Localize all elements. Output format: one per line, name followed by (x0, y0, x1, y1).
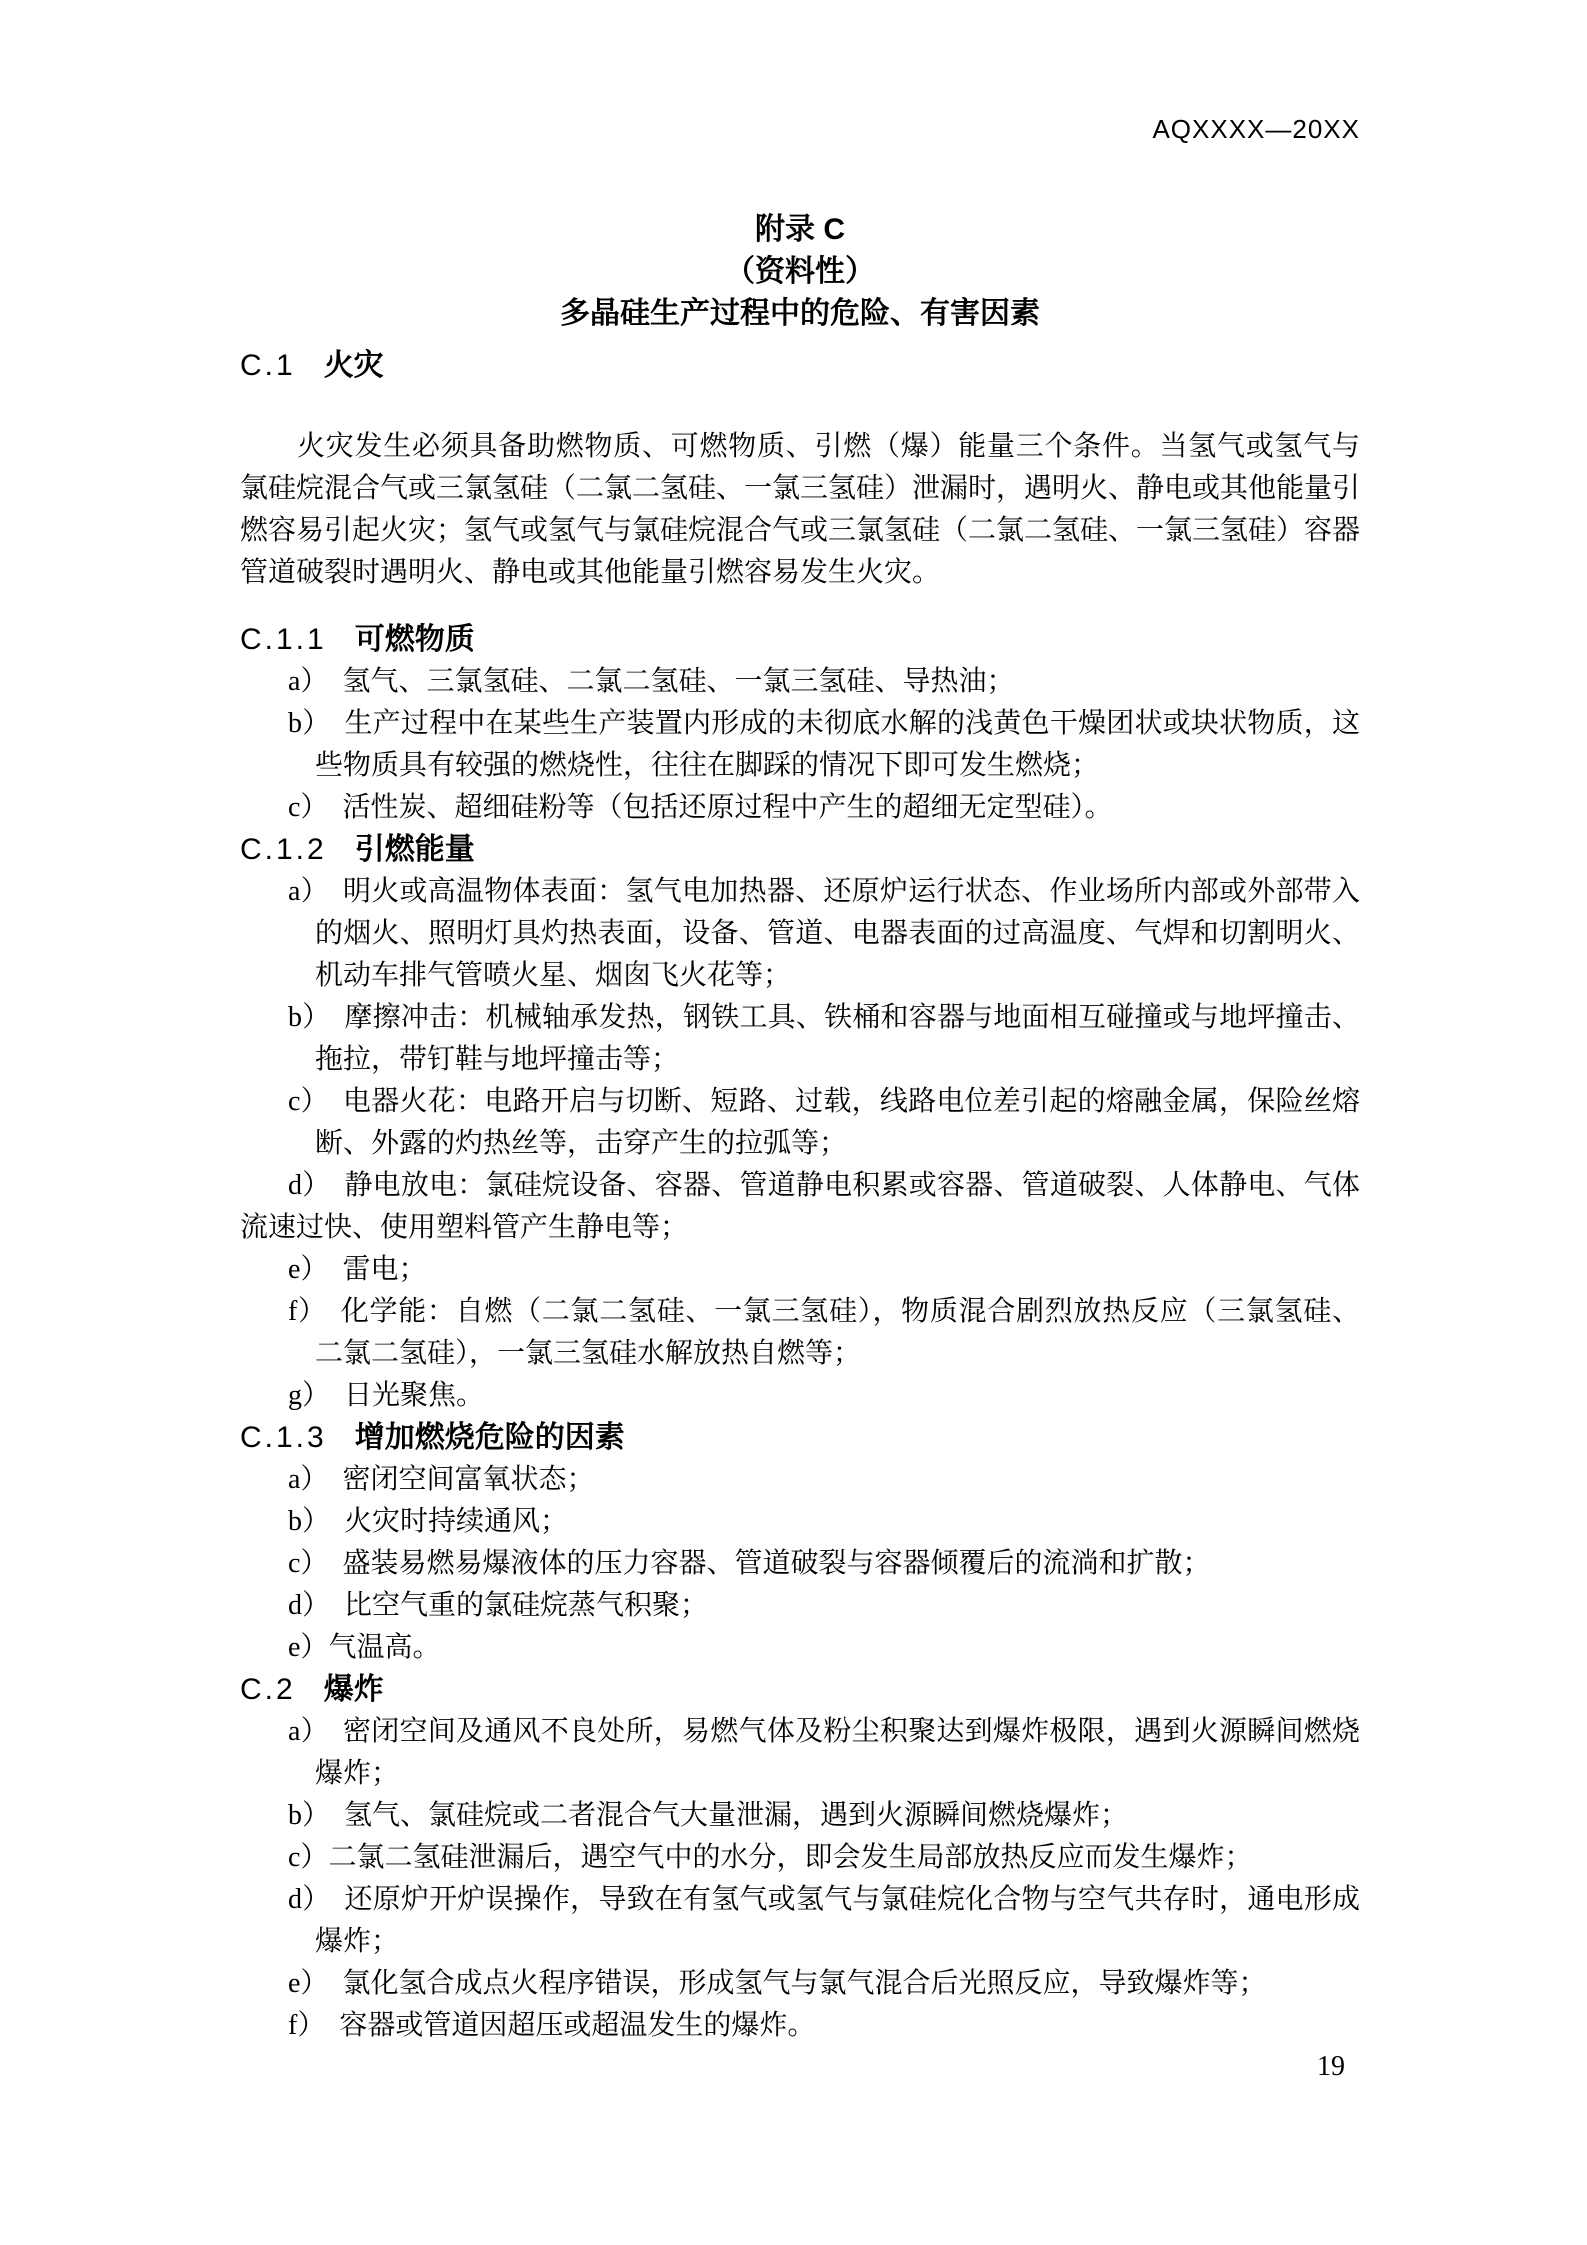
list-item-text: 盛装易燃易爆液体的压力容器、管道破裂与容器倾覆后的流淌和扩散； (342, 1548, 1211, 1579)
list-item-text: 电器火花：电路开启与切断、短路、过载，线路电位差引起的熔融金属，保险丝熔断、外露的灼热丝等，击穿产生的拉弧等； (315, 1086, 1360, 1159)
section-c1-2 (240, 829, 1360, 1417)
section-heading-c1-3 (240, 1417, 1360, 1459)
list-item (240, 1081, 1360, 1165)
standard-code: AQXXXX—20XX (1152, 114, 1360, 144)
list-item-label: b） (288, 708, 331, 739)
list-item-label: a） (288, 1464, 329, 1495)
section-title: 爆炸 (323, 1673, 384, 1706)
list-item-text: 气温高。 (328, 1632, 441, 1663)
section-c1 (240, 345, 1360, 594)
list-item-label: e） (288, 1968, 329, 1999)
list-item (240, 661, 1360, 703)
list-item-label: d） (288, 1170, 331, 1201)
list-item-text: 雷电； (342, 1254, 427, 1285)
section-title: 引燃能量 (354, 833, 475, 866)
section-number: C.2 (240, 1673, 296, 1706)
section-number: C.1 (240, 349, 296, 382)
paragraph: 火灾发生必须具备助燃物质、可燃物质、引燃（爆）能量三个条件。当氢气或氢气与氯硅烷混合气或三氯氢硅（二氯二氢硅、一氯三氢硅）泄漏时，遇明火、静电或其他能量引燃容易引起火灾；氢气或氢气与氯硅烷混合气或三氯氢硅（二氯二氢硅、一氯三氢硅）容器管道破裂时遇明火、静电或其他能量引燃容易发生火灾。 (240, 431, 1361, 588)
section-number: C.1.1 (240, 623, 327, 656)
list-item-text: 活性炭、超细硅粉等（包括还原过程中产生的超细无定型硅）。 (342, 792, 1113, 823)
list-item (240, 1249, 1360, 1291)
list-item-label: e） (288, 1254, 329, 1285)
section-title: 火灾 (323, 349, 384, 382)
section-title: 可燃物质 (354, 623, 475, 656)
list-item-text: 密闭空间及通风不良处所，易燃气体及粉尘积聚达到爆炸极限，遇到火源瞬间燃烧爆炸； (315, 1716, 1360, 1789)
list-item-text: 生产过程中在某些生产装置内形成的未彻底水解的浅黄色干燥团状或块状物质，这些物质具有较强的燃烧性，往往在脚踩的情况下即可发生燃烧； (315, 708, 1360, 781)
appendix-type: （资料性） (725, 255, 875, 288)
list-item-label: c） (288, 1086, 329, 1117)
section-c2 (240, 1669, 1360, 2047)
list-item-text: 氯化氢合成点火程序错误，形成氢气与氯气混合后光照反应，导致爆炸等； (342, 1968, 1267, 1999)
section-c1-3 (240, 1417, 1360, 1669)
section-heading-c2 (240, 1669, 1360, 1711)
list-item (240, 703, 1360, 787)
list-item (240, 1543, 1360, 1585)
list-item-text: 明火或高温物体表面：氢气电加热器、还原炉运行状态、作业场所内部或外部带入的烟火、照明灯具灼热表面，设备、管道、电器表面的过高温度、气焊和切割明火、机动车排气管喷火星、烟囱飞火花等； (315, 876, 1360, 991)
list-item-label: b） (288, 1800, 331, 1831)
list-item (240, 1711, 1360, 1795)
list-item-text: 比空气重的氯硅烷蒸气积聚； (344, 1590, 709, 1621)
section-heading-c1-2 (240, 829, 1360, 871)
list-item (240, 1795, 1360, 1837)
list-item-label: b） (288, 1506, 331, 1537)
list-item-label: f） (288, 1296, 327, 1327)
section-title: 增加燃烧危险的因素 (354, 1421, 625, 1454)
list-item (240, 997, 1360, 1081)
list-item-label: c） (288, 792, 329, 823)
list-item (240, 1375, 1360, 1417)
list-item (240, 787, 1360, 829)
list-item-label: g） (288, 1380, 331, 1411)
list-item (240, 871, 1360, 997)
list-item (240, 1459, 1360, 1501)
list-item-label: e） (288, 1632, 329, 1663)
list-item (240, 2005, 1360, 2047)
list-item (240, 1585, 1360, 1627)
list-item-text: 火灾时持续通风； (344, 1506, 569, 1537)
list-item (240, 1963, 1360, 2005)
list-item-label: a） (288, 876, 329, 907)
list-item (240, 1879, 1360, 1963)
list-item-label: a） (288, 666, 329, 697)
list-item-label: f） (288, 2010, 326, 2041)
page-number: 19 (1317, 2051, 1345, 2082)
appendix-title: 附录 C (755, 213, 845, 246)
appendix-title-block (240, 209, 1360, 335)
appendix-subject: 多晶硅生产过程中的危险、有害因素 (560, 297, 1040, 330)
list-item (240, 1165, 1360, 1249)
list-item-label: a） (288, 1716, 329, 1747)
list-item-text: 密闭空间富氧状态； (342, 1464, 595, 1495)
section-c1-1 (240, 619, 1360, 829)
section-number: C.1.2 (240, 833, 327, 866)
list-item-text: 静电放电：氯硅烷设备、容器、管道静电积累或容器、管道破裂、人体静电、气体流速过快、使用塑料管产生静电等； (240, 1170, 1360, 1243)
list-item-label: d） (288, 1590, 331, 1621)
list-item-text: 氢气、氯硅烷或二者混合气大量泄漏，遇到火源瞬间燃烧爆炸； (344, 1800, 1129, 1831)
list-item-label: d） (288, 1884, 331, 1915)
list-item-label: c） (288, 1842, 329, 1873)
section-heading-c1 (240, 345, 1360, 387)
section-heading-c1-1 (240, 619, 1360, 661)
list-item (240, 1627, 1360, 1669)
list-item-label: c） (288, 1548, 329, 1579)
page-header (240, 108, 1360, 150)
list-item-text: 摩擦冲击：机械轴承发热，钢铁工具、铁桶和容器与地面相互碰撞或与地坪撞击、拖拉，带钉鞋与地坪撞击等； (315, 1002, 1360, 1075)
list-item-text: 化学能：自燃（二氯二氢硅、一氯三氢硅），物质混合剧烈放热反应（三氯氢硅、二氯二氢硅），一氯三氢硅水解放热自燃等； (315, 1296, 1360, 1369)
list-item-text: 二氯二氢硅泄漏后，遇空气中的水分，即会发生局部放热反应而发生爆炸； (328, 1842, 1253, 1873)
section-number: C.1.3 (240, 1421, 327, 1454)
list-item-text: 日光聚焦。 (344, 1380, 485, 1411)
list-item (240, 1837, 1360, 1879)
list-item (240, 1291, 1360, 1375)
list-item-label: b） (288, 1002, 331, 1033)
list-item-text: 容器或管道因超压或超温发生的爆炸。 (339, 2010, 816, 2041)
list-item-text: 还原炉开炉误操作，导致在有氢气或氢气与氯硅烷化合物与空气共存时，通电形成爆炸； (315, 1884, 1360, 1957)
list-item (240, 1501, 1360, 1543)
list-item-text: 氢气、三氯氢硅、二氯二氢硅、一氯三氢硅、导热油； (342, 666, 1015, 697)
